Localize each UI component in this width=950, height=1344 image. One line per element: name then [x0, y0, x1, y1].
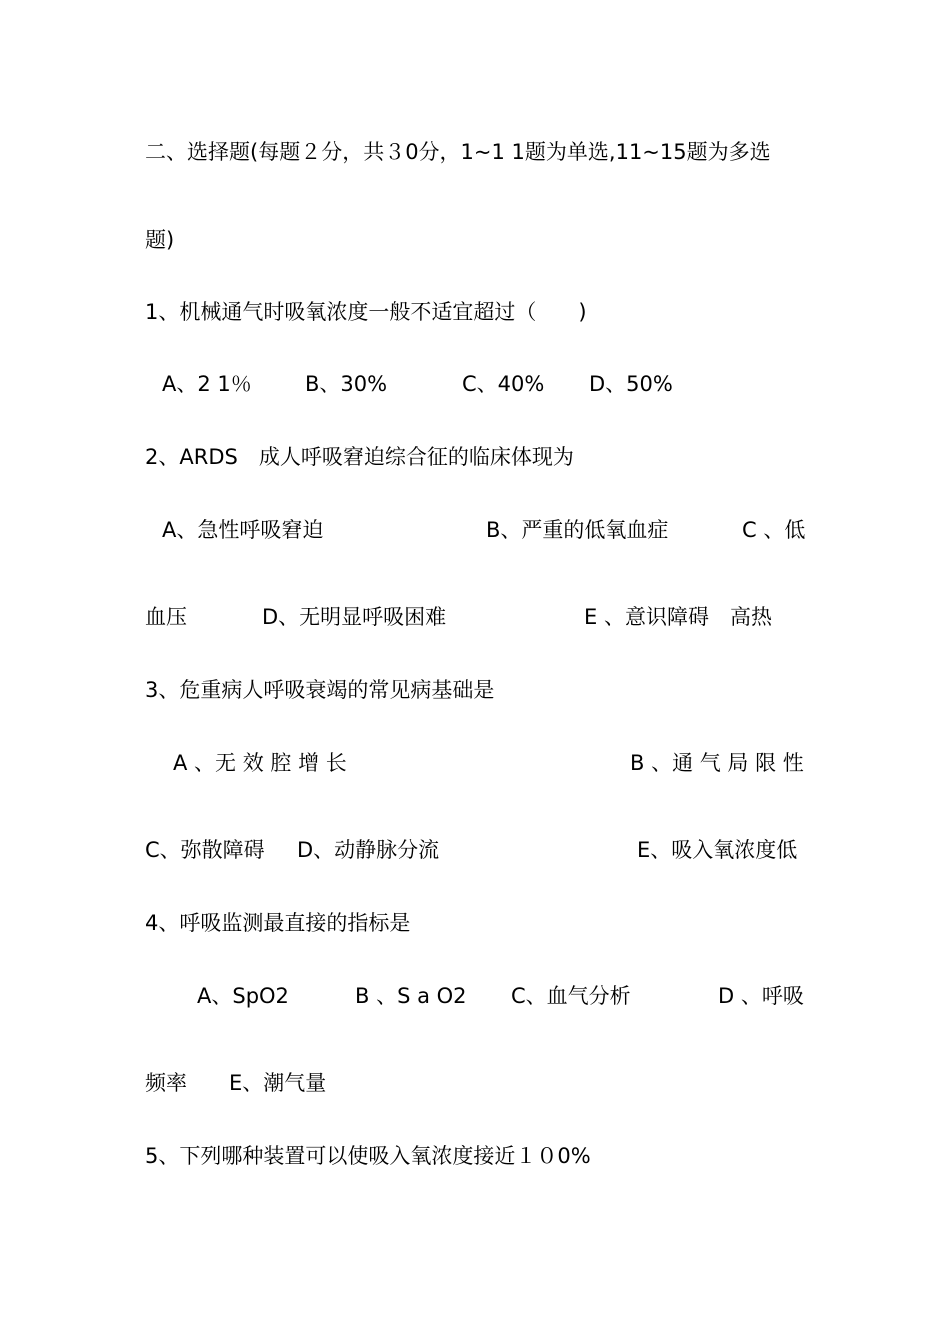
question-4-option-d: D 、呼吸 [718, 984, 804, 1008]
question-2-option-c-cont: 血压 [145, 605, 187, 629]
question-1-stem: 1、机械通气时吸氧浓度一般不适宜超过（ ) [145, 300, 587, 324]
question-3-option-c: C、弥散障碍 [145, 838, 265, 862]
question-2-stem: 2、ARDS 成人呼吸窘迫综合征的临床体现为 [145, 445, 574, 469]
question-3-option-d: D、动静脉分流 [297, 838, 440, 862]
question-2-option-b: B、严重的低氧血症 [486, 518, 669, 542]
question-3-option-e: E、吸入氧浓度低 [637, 838, 798, 862]
question-2-option-c: C 、低 [742, 518, 806, 542]
question-2-option-e: E 、意识障碍 高热 [584, 605, 772, 629]
question-4-stem: 4、呼吸监测最直接的指标是 [145, 911, 411, 935]
question-4-option-b: B 、S a O2 [355, 984, 467, 1008]
question-4-option-a: A、SpO2 [197, 984, 289, 1008]
question-1-option-d: D、50% [589, 372, 673, 396]
section-heading-line1: 二、选择题(每题２分，共３0分，1~1 1题为单选,11~15题为多选 [145, 140, 771, 164]
question-5-stem: 5、下列哪种装置可以使吸入氧浓度接近１０0% [145, 1144, 591, 1168]
question-2-option-a: A、急性呼吸窘迫 [162, 518, 324, 542]
question-1-option-c: C、40% [462, 372, 545, 396]
section-heading-line2: 题) [145, 228, 175, 252]
question-1-option-a: A、2 1％ [162, 372, 252, 396]
question-4-option-e: E、潮气量 [229, 1071, 327, 1095]
question-4-option-c: C、血气分析 [511, 984, 631, 1008]
question-3-option-b: B 、通 气 局 限 性 [630, 751, 804, 775]
question-4-option-d-cont: 频率 [145, 1071, 187, 1095]
question-1-option-b: B、30% [305, 372, 388, 396]
question-3-stem: 3、危重病人呼吸衰竭的常见病基础是 [145, 678, 495, 702]
question-2-option-d: D、无明显呼吸困难 [262, 605, 447, 629]
question-3-option-a: A 、无 效 腔 增 长 [173, 751, 347, 775]
